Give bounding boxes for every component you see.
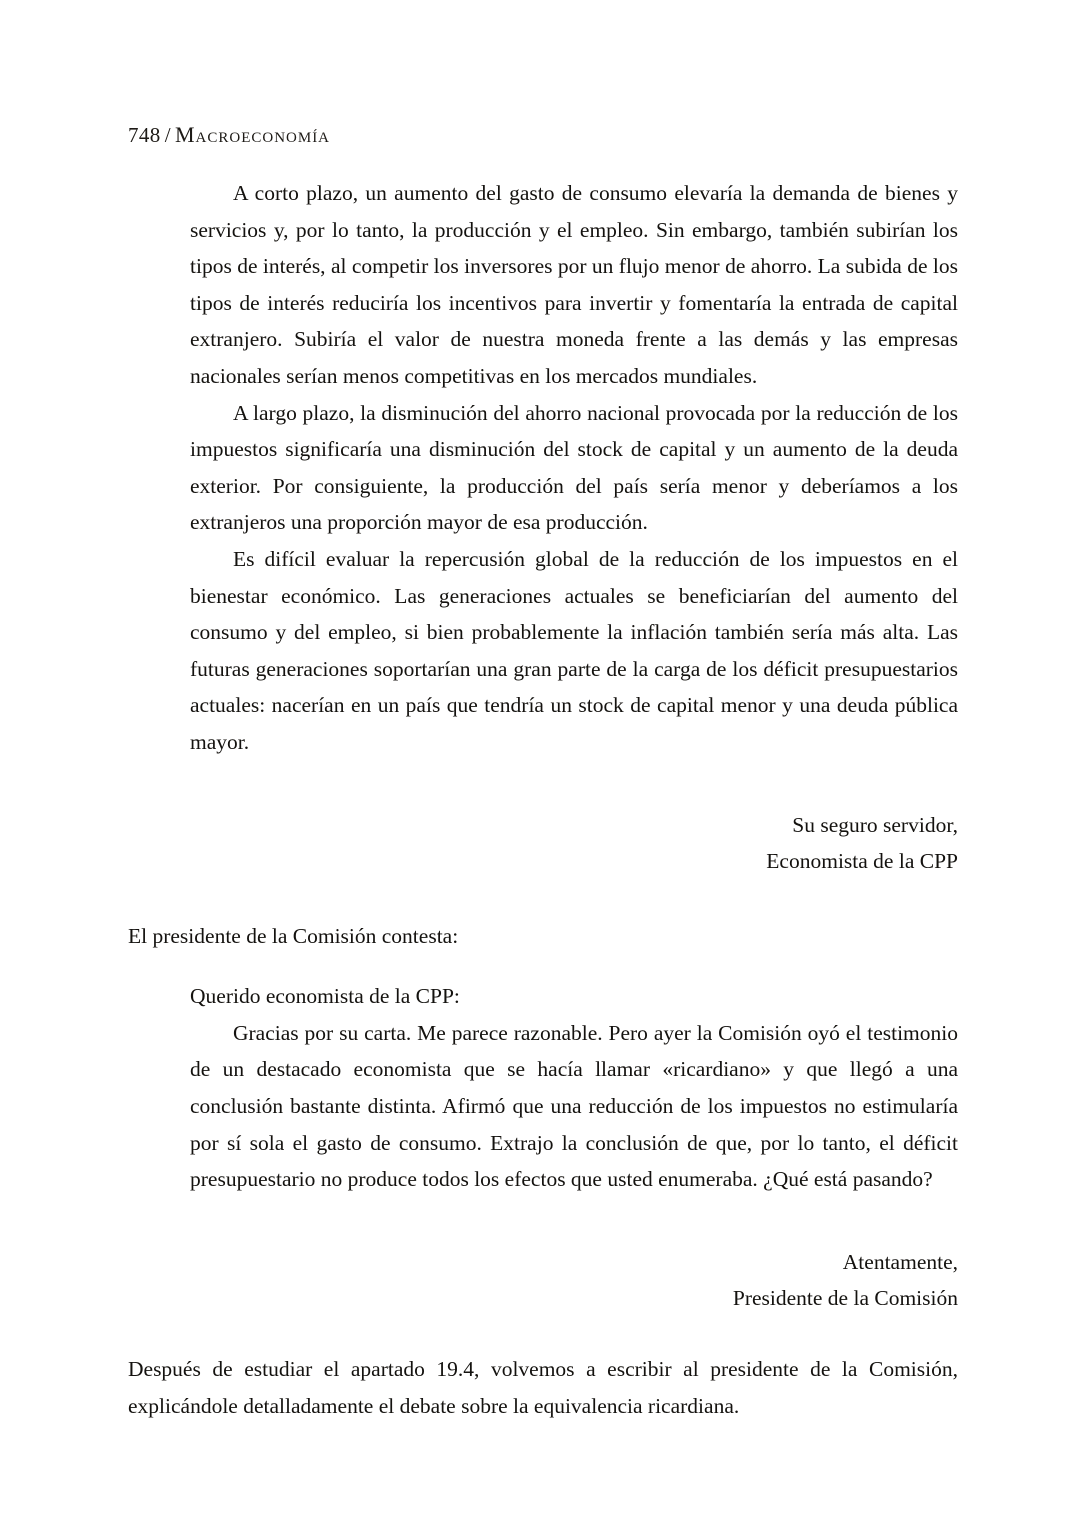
letter-from-economist: [190, 175, 958, 880]
closing-paragraph: Después de estudiar el apartado 19.4, volvemos a escribir al presidente de la Comisión, explicándole detalladamente el debate sobre la equivalencia ricardiana.: [128, 1357, 958, 1418]
running-head: [128, 122, 330, 148]
spacer-before-signature-one: [190, 761, 958, 807]
letter-one-closing: Su seguro servidor,: [792, 812, 958, 837]
letter-two-closing: Atentamente,: [842, 1249, 958, 1274]
letter-one-signer: Economista de la CPP: [766, 849, 958, 874]
page-number: 748: [128, 123, 161, 147]
section-heading: El presidente de la Comisión contesta:: [128, 923, 459, 948]
letter-from-chairman: [190, 978, 958, 1317]
spacer-before-signature-two: [190, 1198, 958, 1244]
spacer-before-section-heading: [128, 880, 958, 918]
spacer-before-letter-two: [128, 954, 958, 978]
running-head-separator: /: [164, 123, 171, 147]
letter-one-paragraph-3: Es difícil evaluar la repercusión global de la reducción de los impuestos en el bienestar económico. Las generaciones actuales se beneficiarían del aumento del consumo y del empleo, si bien probablemente la inflación también sería más alta. Las futuras generaciones soportarían una gran parte de la carga de los déficit presupuestarios actuales: nacerían en un país que tendría un stock de capital menor y una deuda pública mayor.: [190, 546, 958, 754]
letter-two-salutation: Querido economista de la CPP:: [190, 984, 460, 1009]
text-frame: [128, 175, 958, 1424]
letter-two-signer: Presidente de la Comisión: [732, 1286, 958, 1311]
letter-one-paragraph-2: A largo plazo, la disminución del ahorro nacional provocada por la reducción de los impuestos significaría una disminución del stock de capital y un aumento de la deuda exterior. Por consiguiente, la producción del país sería menor y deberíamos a los extranjeros una proporción mayor de esa producción.: [190, 400, 958, 535]
letter-two-paragraph-1: Gracias por su carta. Me parece razonable. Pero ayer la Comisión oyó el testimonio de un destacado economista que se hacía llamar «ricardiano» y que llegó a una conclusión bastante distinta. Afirmó que una reducción de los impuestos no estimularía por sí sola el gasto de consumo. Extrajo la conclusión de que, por lo tanto, el déficit presupuestario no produce todos los efectos que usted enumeraba. ¿Qué está pasando?: [190, 1020, 958, 1192]
spacer-before-closing-paragraph: [128, 1317, 958, 1351]
book-title: Macroeconomía: [174, 122, 331, 147]
letter-one-paragraph-1: A corto plazo, un aumento del gasto de consumo elevaría la demanda de bienes y servicios y, por lo tanto, la producción y el empleo. Sin embargo, también subirían los tipos de interés, al competir los inversores por un flujo menor de ahorro. La subida de los tipos de interés reduciría los incentivos para invertir y fomentaría la entrada de capital extranjero. Subiría el valor de nuestra moneda frente a las demás y las empresas nacionales serían menos competitivas en los mercados mundiales.: [190, 181, 958, 388]
